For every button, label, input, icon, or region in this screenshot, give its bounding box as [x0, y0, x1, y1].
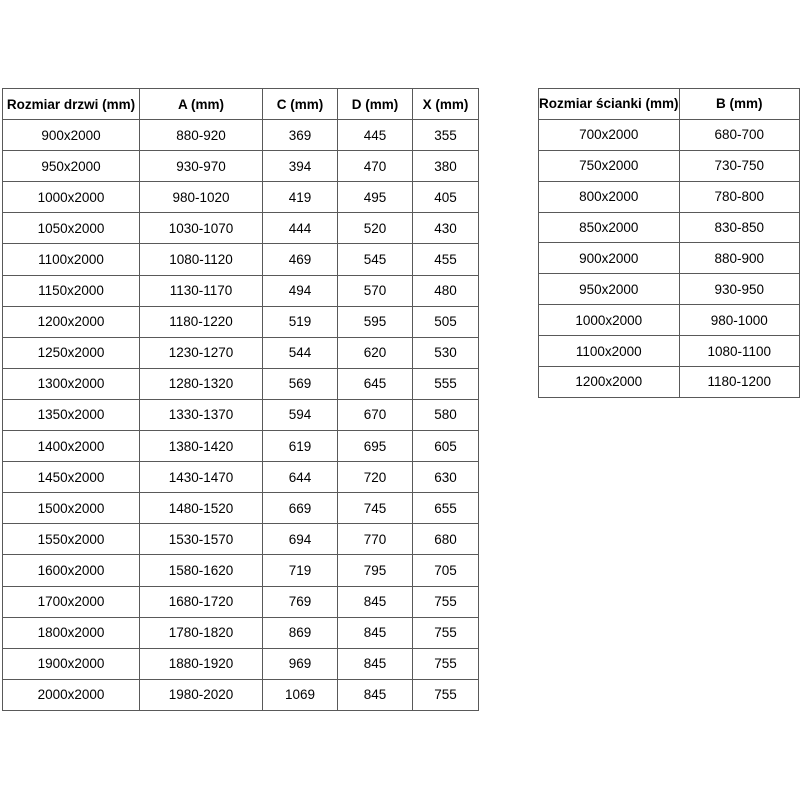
column-header: C (mm)	[263, 89, 338, 120]
table-cell: 1350x2000	[3, 399, 140, 430]
table-cell: 569	[263, 368, 338, 399]
table-cell: 594	[263, 399, 338, 430]
table-cell: 845	[338, 679, 413, 710]
table-row	[3, 182, 479, 213]
table-row	[539, 150, 800, 181]
table-cell: 1100x2000	[539, 336, 680, 367]
table-row	[539, 274, 800, 305]
table-row	[3, 648, 479, 679]
table-cell: 619	[263, 431, 338, 462]
table-cell: 695	[338, 431, 413, 462]
table-cell: 755	[413, 679, 479, 710]
table-cell: 419	[263, 182, 338, 213]
table-cell: 1680-1720	[140, 586, 263, 617]
table-cell: 620	[338, 337, 413, 368]
table-cell: 680	[413, 524, 479, 555]
table-cell: 1600x2000	[3, 555, 140, 586]
table-cell: 750x2000	[539, 150, 680, 181]
table-cell: 1500x2000	[3, 493, 140, 524]
table-cell: 950x2000	[3, 151, 140, 182]
table-cell: 1069	[263, 679, 338, 710]
table-row	[3, 213, 479, 244]
table-cell: 719	[263, 555, 338, 586]
table-cell: 355	[413, 120, 479, 151]
table-cell: 430	[413, 213, 479, 244]
column-header: Rozmiar drzwi (mm)	[3, 89, 140, 120]
table-cell: 700x2000	[539, 119, 680, 150]
table-cell: 770	[338, 524, 413, 555]
table-cell: 1300x2000	[3, 368, 140, 399]
table-cell: 1130-1170	[140, 275, 263, 306]
table-cell: 930-970	[140, 151, 263, 182]
table-cell: 494	[263, 275, 338, 306]
table-cell: 495	[338, 182, 413, 213]
table-row	[539, 336, 800, 367]
table-cell: 969	[263, 648, 338, 679]
table-cell: 1080-1120	[140, 244, 263, 275]
table-cell: 369	[263, 120, 338, 151]
table-cell: 1000x2000	[539, 305, 680, 336]
table-row	[3, 151, 479, 182]
table-cell: 1800x2000	[3, 617, 140, 648]
table-cell: 730-750	[679, 150, 799, 181]
table-row	[539, 305, 800, 336]
table-cell: 1050x2000	[3, 213, 140, 244]
table-row	[3, 431, 479, 462]
table-cell: 900x2000	[539, 243, 680, 274]
table-row	[3, 493, 479, 524]
wall-table-header-row	[539, 89, 800, 120]
table-row	[3, 524, 479, 555]
table-cell: 845	[338, 617, 413, 648]
table-row	[539, 181, 800, 212]
table-cell: 1550x2000	[3, 524, 140, 555]
door-size-table	[2, 88, 479, 711]
table-cell: 405	[413, 182, 479, 213]
table-cell: 769	[263, 586, 338, 617]
table-cell: 455	[413, 244, 479, 275]
column-header: D (mm)	[338, 89, 413, 120]
table-cell: 505	[413, 306, 479, 337]
table-cell: 869	[263, 617, 338, 648]
table-cell: 655	[413, 493, 479, 524]
table-cell: 445	[338, 120, 413, 151]
table-cell: 630	[413, 462, 479, 493]
table-cell: 669	[263, 493, 338, 524]
table-cell: 1080-1100	[679, 336, 799, 367]
table-cell: 1280-1320	[140, 368, 263, 399]
table-cell: 1700x2000	[3, 586, 140, 617]
table-cell: 755	[413, 617, 479, 648]
table-cell: 880-900	[679, 243, 799, 274]
table-cell: 1880-1920	[140, 648, 263, 679]
table-cell: 850x2000	[539, 212, 680, 243]
table-row	[3, 120, 479, 151]
table-cell: 1430-1470	[140, 462, 263, 493]
table-row	[3, 337, 479, 368]
table-cell: 580	[413, 399, 479, 430]
table-row	[3, 399, 479, 430]
table-row	[3, 586, 479, 617]
table-row	[539, 243, 800, 274]
table-cell: 1030-1070	[140, 213, 263, 244]
table-cell: 720	[338, 462, 413, 493]
table-cell: 1200x2000	[3, 306, 140, 337]
table-cell: 1150x2000	[3, 275, 140, 306]
table-cell: 755	[413, 586, 479, 617]
table-cell: 394	[263, 151, 338, 182]
table-cell: 670	[338, 399, 413, 430]
table-row	[3, 617, 479, 648]
table-row	[3, 275, 479, 306]
table-cell: 530	[413, 337, 479, 368]
table-cell: 980-1000	[679, 305, 799, 336]
table-row	[539, 212, 800, 243]
column-header: B (mm)	[679, 89, 799, 120]
table-cell: 555	[413, 368, 479, 399]
table-cell: 1250x2000	[3, 337, 140, 368]
table-cell: 1100x2000	[3, 244, 140, 275]
table-cell: 380	[413, 151, 479, 182]
table-cell: 1380-1420	[140, 431, 263, 462]
table-row	[3, 244, 479, 275]
table-row	[3, 306, 479, 337]
column-header: X (mm)	[413, 89, 479, 120]
door-table-header-row	[3, 89, 479, 120]
table-row	[539, 367, 800, 398]
table-cell: 680-700	[679, 119, 799, 150]
table-cell: 469	[263, 244, 338, 275]
table-cell: 755	[413, 648, 479, 679]
table-cell: 900x2000	[3, 120, 140, 151]
table-cell: 520	[338, 213, 413, 244]
column-header: A (mm)	[140, 89, 263, 120]
table-cell: 980-1020	[140, 182, 263, 213]
table-cell: 845	[338, 586, 413, 617]
table-cell: 570	[338, 275, 413, 306]
table-cell: 480	[413, 275, 479, 306]
table-cell: 545	[338, 244, 413, 275]
table-row	[3, 679, 479, 710]
table-cell: 1480-1520	[140, 493, 263, 524]
table-cell: 544	[263, 337, 338, 368]
table-cell: 1330-1370	[140, 399, 263, 430]
table-cell: 845	[338, 648, 413, 679]
table-cell: 795	[338, 555, 413, 586]
table-cell: 1200x2000	[539, 367, 680, 398]
table-cell: 444	[263, 213, 338, 244]
table-cell: 1580-1620	[140, 555, 263, 586]
table-cell: 1180-1220	[140, 306, 263, 337]
table-cell: 694	[263, 524, 338, 555]
table-row	[3, 555, 479, 586]
table-cell: 705	[413, 555, 479, 586]
table-row	[3, 462, 479, 493]
table-cell: 1900x2000	[3, 648, 140, 679]
table-cell: 1230-1270	[140, 337, 263, 368]
table-cell: 1780-1820	[140, 617, 263, 648]
table-cell: 950x2000	[539, 274, 680, 305]
table-row	[539, 119, 800, 150]
table-cell: 519	[263, 306, 338, 337]
table-cell: 830-850	[679, 212, 799, 243]
table-cell: 644	[263, 462, 338, 493]
table-cell: 470	[338, 151, 413, 182]
table-cell: 645	[338, 368, 413, 399]
table-cell: 595	[338, 306, 413, 337]
table-cell: 2000x2000	[3, 679, 140, 710]
table-cell: 1450x2000	[3, 462, 140, 493]
table-cell: 800x2000	[539, 181, 680, 212]
table-cell: 930-950	[679, 274, 799, 305]
wall-size-table	[538, 88, 800, 398]
table-cell: 1980-2020	[140, 679, 263, 710]
table-cell: 880-920	[140, 120, 263, 151]
table-cell: 745	[338, 493, 413, 524]
table-cell: 605	[413, 431, 479, 462]
table-cell: 1180-1200	[679, 367, 799, 398]
table-cell: 1000x2000	[3, 182, 140, 213]
table-cell: 1530-1570	[140, 524, 263, 555]
column-header: Rozmiar ścianki (mm)	[539, 89, 680, 120]
table-cell: 1400x2000	[3, 431, 140, 462]
table-row	[3, 368, 479, 399]
table-cell: 780-800	[679, 181, 799, 212]
